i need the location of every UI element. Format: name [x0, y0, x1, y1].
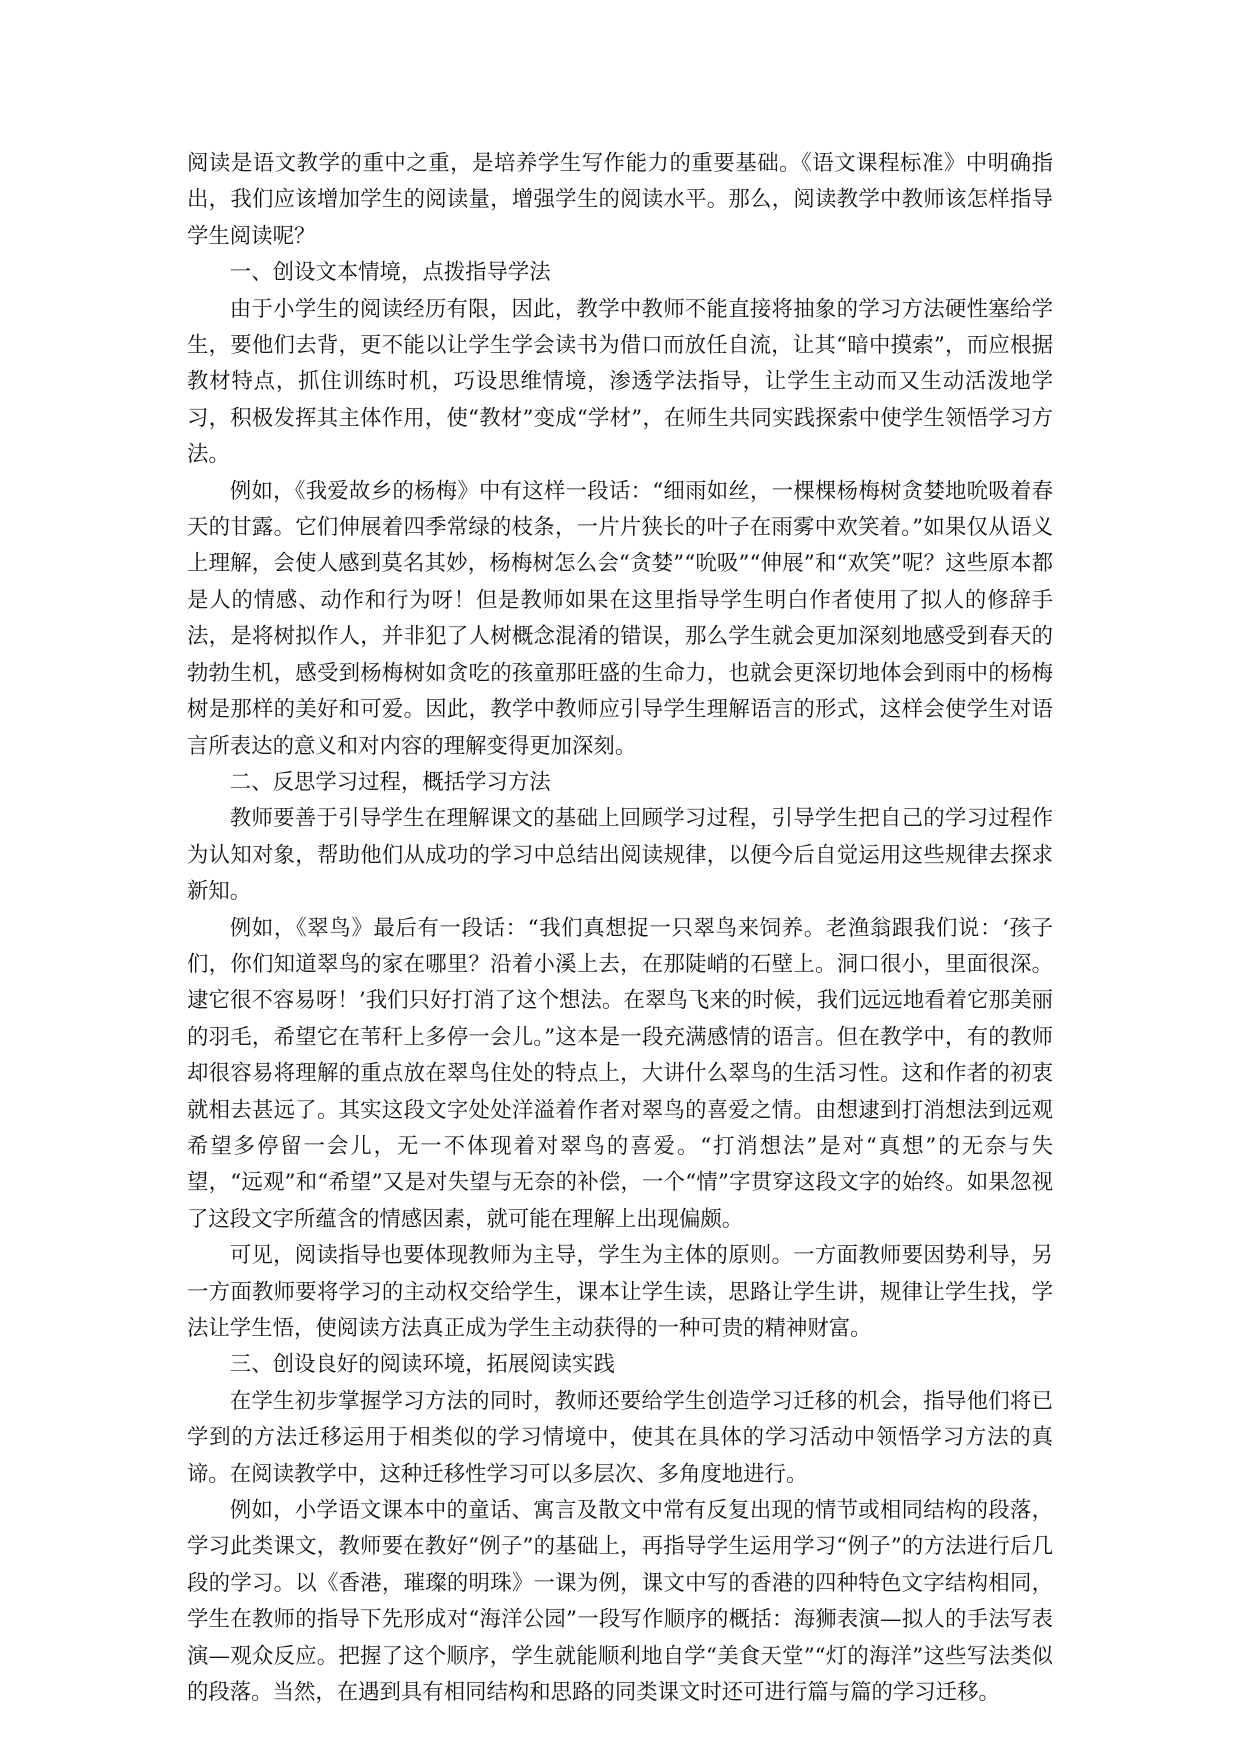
body-paragraph: 由于小学生的阅读经历有限，因此，教学中教师不能直接将抽象的学习方法硬性塞给学生，要他们去背，更不能以让学生学会读书为借口而放任自流，让其“暗中摸索”，而应根据教材特点，抓住训练时机，巧设思维情境，渗透学法指导，让学生主动而又生动活泼地学习，积极发挥其主体作用，使“教材”变成“学材”，在师生共同实践探索中使学生领悟学习方法。: [187, 296, 1053, 468]
body-paragraph: 可见，阅读指导也要体现教师为主导，学生为主体的原则。一方面教师要因势利导，另一方面教师要将学习的主动权交给学生，课本让学生读，思路让学生讲，规律让学生找，学法让学生悟，使阅读方法真正成为学生主动获得的一种可贵的精神财富。: [187, 1243, 1053, 1341]
section-heading-2: 二、反思学习过程，概括学习方法: [229, 769, 551, 795]
body-paragraph: 例如，《翠鸟》最后有一段话：“我们真想捉一只翠鸟来饲养。老渔翁跟我们说：‘孩子们，你们知道翠鸟的家在哪里？沿着小溪上去，在那陡峭的石壁上。洞口很小，里面很深。逮它很不容易呀！’我们只好打消了这个想法。在翠鸟飞来的时候，我们远远地看着它那美丽的羽毛，希望它在苇秆上多停一会儿。”这本是一段充满感情的语言。但在教学中，有的教师却很容易将理解的重点放在翠鸟住处的特点上，大讲什么翠鸟的生活习性。这和作者的初衷就相去甚远了。其实这段文字处处洋溢着作者对翠鸟的喜爱之情。由想逮到打消想法到远观希望多停留一会儿，无一不体现着对翠鸟的喜爱。“打消想法”是对“真想”的无奈与失望，“远观”和“希望”又是对失望与无奈的补偿，一个“情”字贯穿这段文字的始终。如果忽视了这段文字所蕴含的情感因素，就可能在理解上出现偏颇。: [187, 915, 1053, 1232]
intro-paragraph: 阅读是语文教学的重中之重，是培养学生写作能力的重要基础。《语文课程标准》中明确指出，我们应该增加学生的阅读量，增强学生的阅读水平。那么，阅读教学中教师该怎样指导学生阅读呢？: [187, 151, 1053, 249]
body-paragraph: 例如，小学语文课本中的童话、寓言及散文中常有反复出现的情节或相同结构的段落，学习此类课文，教师要在教好“例子”的基础上，再指导学生运用学习“例子”的方法进行后几段的学习。以《香港，璀璨的明珠》一课为例，课文中写的香港的四种特色文字结构相同，学生在教师的指导下先形成对“海洋公园”一段写作顺序的概括：海狮表演—拟人的手法写表演—观众反应。把握了这个顺序，学生就能顺利地自学“美食天堂”“灯的海洋”这些写法类似的段落。当然，在遇到具有相同结构和思路的同类课文时还可进行篇与篇的学习迁移。: [187, 1498, 1053, 1706]
body-paragraph: 教师要善于引导学生在理解课文的基础上回顾学习过程，引导学生把自己的学习过程作为认知对象，帮助他们从成功的学习中总结出阅读规律，以便今后自觉运用这些规律去探求新知。: [187, 806, 1053, 905]
document-body: [187, 146, 1053, 1711]
body-paragraph: 例如，《我爱故乡的杨梅》中有这样一段话：“细雨如丝，一棵棵杨梅树贪婪地吮吸着春天的甘露。它们伸展着四季常绿的枝条，一片片狭长的叶子在雨雾中欢笑着。”如果仅从语义上理解，会使人感到莫名其妙，杨梅树怎么会“贪婪”“吮吸”“伸展”和“欢笑”呢？这些原本都是人的情感、动作和行为呀！但是教师如果在这里指导学生明白作者使用了拟人的修辞手法，是将树拟作人，并非犯了人树概念混淆的错误，那么学生就会更加深刻地感受到春天的勃勃生机，感受到杨梅树如贪吃的孩童那旺盛的生命力，也就会更深切地体会到雨中的杨梅树是那样的美好和可爱。因此，教学中教师应引导学生理解语言的形式，这样会使学生对语言所表达的意义和对内容的理解变得更加深刻。: [187, 478, 1053, 759]
body-paragraph: 在学生初步掌握学习方法的同时，教师还要给学生创造学习迁移的机会，指导他们将已学到的方法迁移运用于相类似的学习情境中，使其在具体的学习活动中领悟学习方法的真谛。在阅读教学中，这种迁移性学习可以多层次、多角度地进行。: [187, 1388, 1053, 1487]
section-heading-3: 三、创设良好的阅读环境，拓展阅读实践: [229, 1352, 615, 1378]
section-heading-1: 一、创设文本情境，点拨指导学法: [229, 260, 551, 286]
